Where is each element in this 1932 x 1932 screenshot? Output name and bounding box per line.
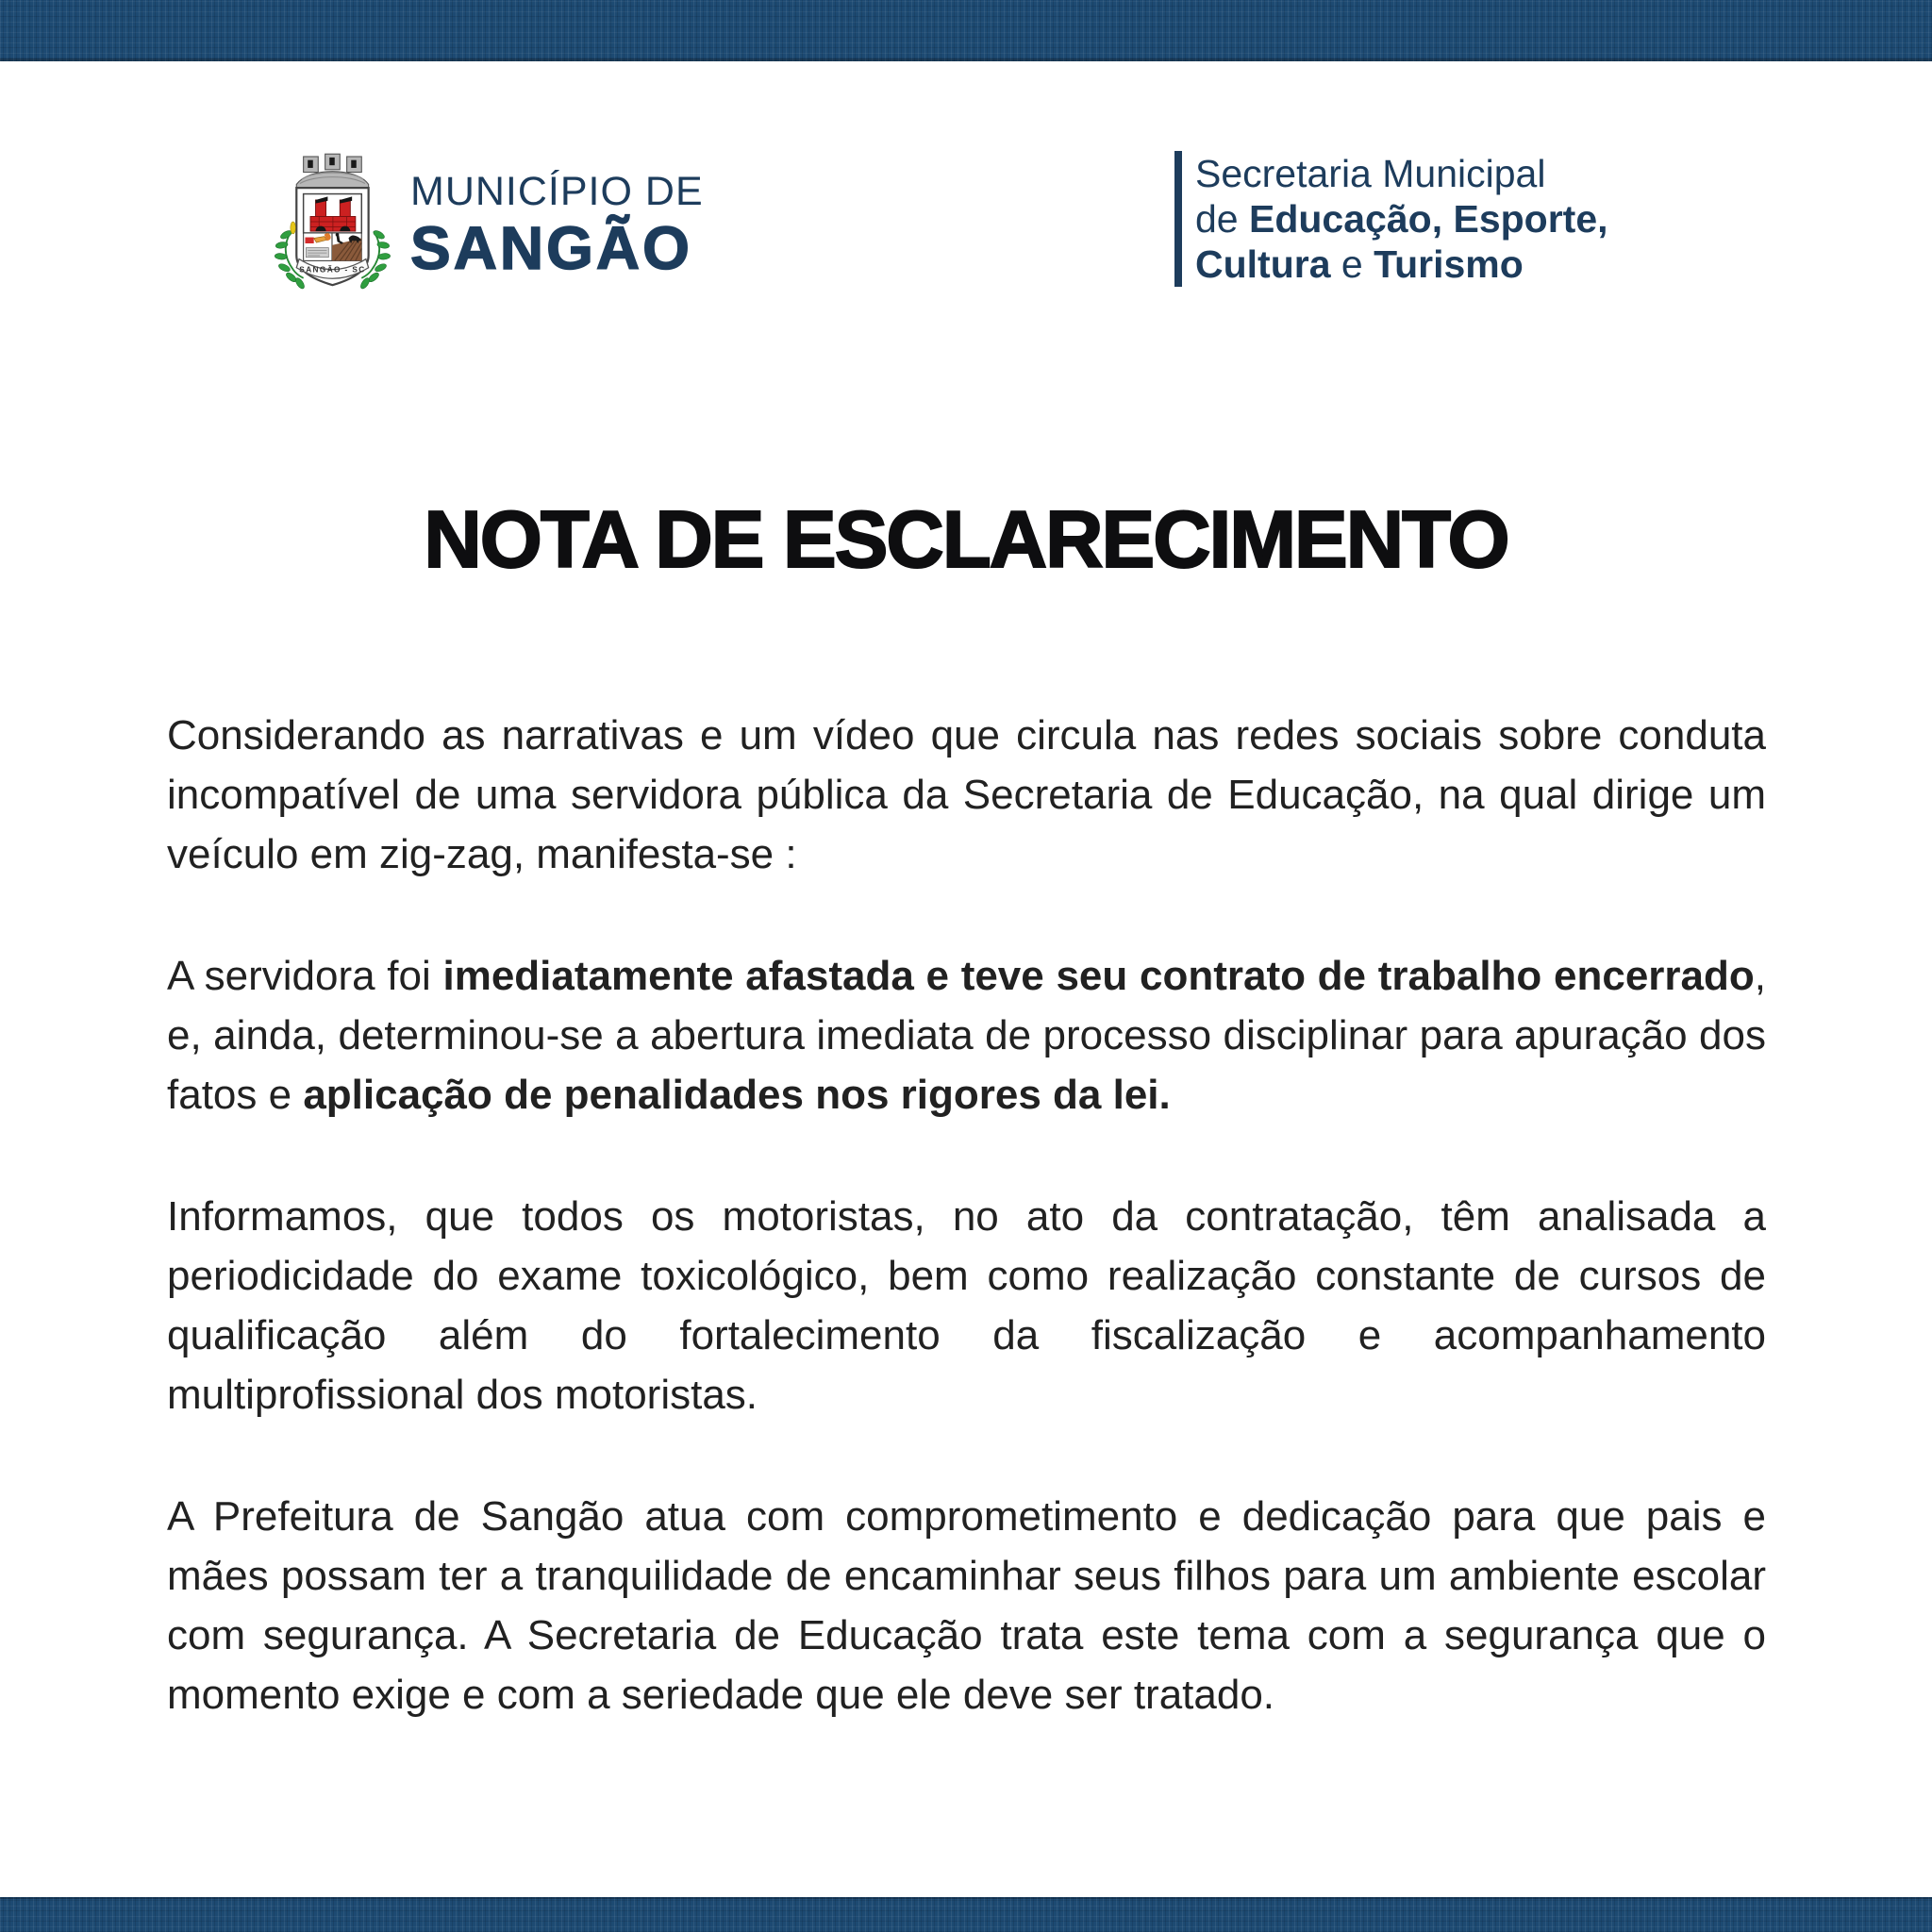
text-segment: Considerando as narrativas e um vídeo que circula nas redes sociais sobre conduta incompatível de uma servidora pública da Secretaria de Educação, na qual dirige um veículo em zig-zag, manifesta-se : [167,712,1766,877]
municipio-logo [267,147,704,296]
crest-banner-text: SANGÃO - SC [299,265,366,275]
paragraph [167,1487,1766,1724]
text-segment: aplicação de penalidades nos rigores da lei. [303,1072,1171,1118]
text-segment: Informamos, que todos os motoristas, no ato da contratação, têm analisada a periodicidade do exame toxicológico, bem como realização constante de cursos de qualificação além do fortalecimento da fiscalização e acompanhamento multiprofissional dos motoristas. [167,1193,1766,1418]
body-paragraphs [167,706,1766,1724]
wordmark-line1: MUNICÍPIO DE [410,169,704,214]
municipio-wordmark [410,147,704,282]
sangao-coat-of-arms-icon [267,147,397,296]
paragraph [167,706,1766,884]
wordmark-line2: SANGÃO [410,214,692,282]
bottom-navy-bar [0,1897,1932,1932]
paragraph [167,1187,1766,1424]
top-navy-bar [0,0,1932,61]
crest-crown [296,154,368,188]
text-segment: imediatamente afastada e teve seu contrato de trabalho encerrado [442,953,1755,999]
secretaria-line3: Cultura e Turismo [1195,242,1524,286]
page-title: NOTA DE ESCLARECIMENTO [424,495,1508,585]
secretaria-line1: Secretaria Municipal [1195,152,1546,195]
paragraph [167,946,1766,1124]
text-segment: , e, ainda, determinou-se a abertura imediata de processo disciplinar para apuração dos fatos e [167,953,1766,1118]
text-segment: A Prefeitura de Sangão atua com comprometimento e dedicação para que pais e mães possam ter a tranquilidade de encaminhar seus filhos para um ambiente escolar com segurança. A Secretaria de Educação trata este tema com a segurança que o momento exige e com a seriedade que ele deve ser tratado. [167,1493,1766,1718]
secretaria-line2: de Educação, Esporte, [1195,197,1608,241]
text-segment: A servidora foi [167,953,443,999]
crest-plowing-scene [332,233,361,260]
secretaria-block [1174,151,1608,287]
